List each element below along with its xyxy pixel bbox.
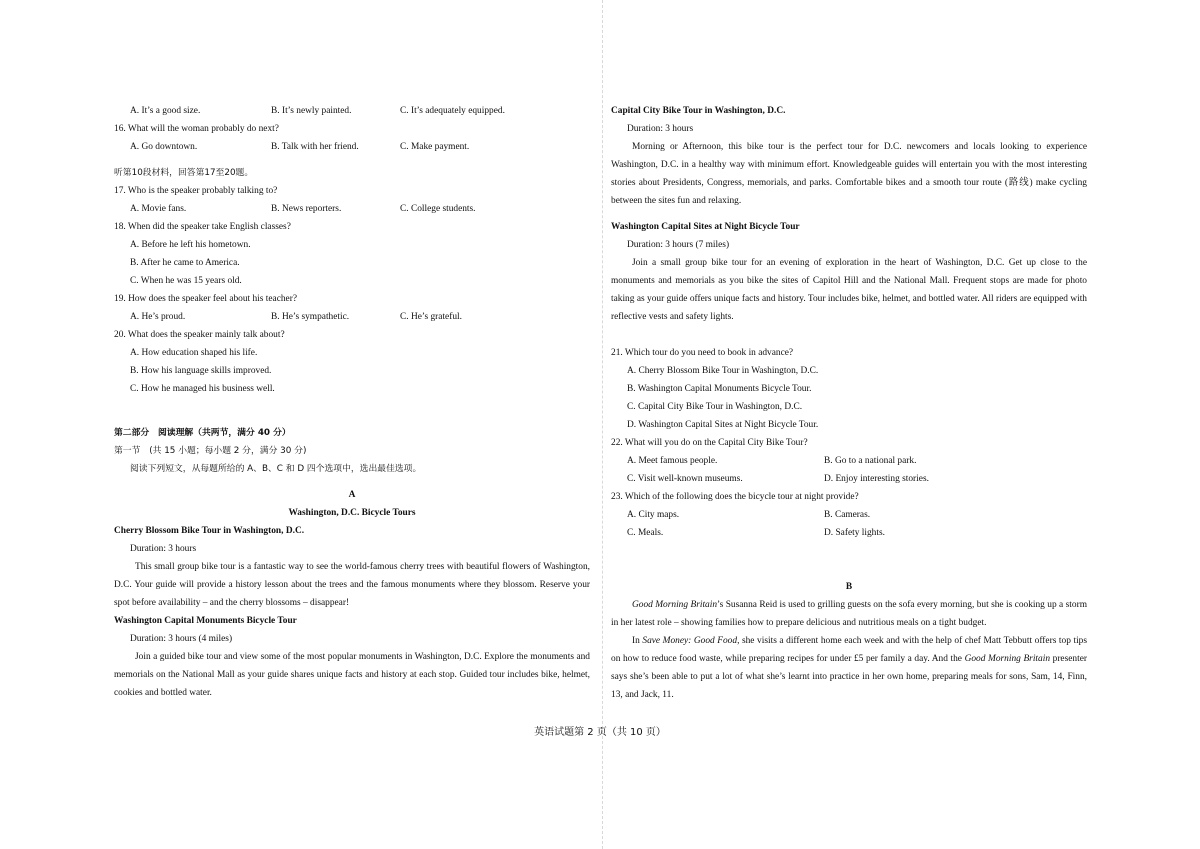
q15-options	[114, 102, 590, 120]
show-title-gmb: Good Morning Britain	[632, 600, 718, 610]
b-p2-text1: , she visits a different home each week and with the help of chef Matt Tebbutt offers top tips on how to reduce food waste, while preparing recipes for under £5 per family a day. And the	[611, 636, 1088, 664]
tour4-duration: Duration: 3 hours (7 miles)	[627, 240, 730, 250]
q22-option-b: B. Go to a national park.	[824, 456, 917, 466]
q19-option-b: B. He’s sympathetic.	[271, 312, 350, 322]
q19-option-c: C. He’s grateful.	[400, 312, 462, 322]
tour1-title: Cherry Blossom Bike Tour in Washington, D.C.	[114, 526, 305, 536]
q15-option-c: C. It’s adequately equipped.	[400, 106, 505, 116]
q21-question: 21. Which tour do you need to book in advance?	[611, 348, 794, 358]
left-column	[114, 102, 590, 702]
tour4-title: Washington Capital Sites at Night Bicycle Tour	[611, 222, 800, 232]
q16-option-c: C. Make payment.	[400, 142, 470, 152]
q22-option-a: A. Meet famous people.	[627, 456, 718, 466]
q22-options-ab	[611, 452, 1087, 470]
q21-option-b: B. Washington Capital Monuments Bicycle Tour.	[627, 384, 812, 394]
page-fold-line	[602, 0, 603, 849]
q22-option-d: D. Enjoy interesting stories.	[824, 474, 929, 484]
q20-option-a: A. How education shaped his life.	[130, 348, 258, 358]
tour1-duration: Duration: 3 hours	[130, 544, 197, 554]
q21-option-d: D. Washington Capital Sites at Night Bicycle Tour.	[627, 420, 819, 430]
tour4-text: Join a small group bike tour for an evening of exploration in the heart of Washington, D.C. Get up close to the monuments and memorials as you bike the sites of Capitol Hill and the National Mall. Frequent stops are made for photo taking as your guide offers unique facts and history. Tour includes bike, helmet, and bottled water. All riders are equipped with reflective vests and safety lights.	[611, 258, 1087, 322]
show-title-save-money: Save Money: Good Food	[642, 636, 738, 646]
q18-option-a: A. Before he left his hometown.	[130, 240, 251, 250]
q19-question: 19. How does the speaker feel about his teacher?	[114, 294, 298, 304]
part2-title: 第二部分 阅读理解（共两节，满分 40 分）	[114, 428, 291, 438]
tour3-title: Capital City Bike Tour in Washington, D.C.	[611, 106, 786, 116]
q16-question: 16. What will the woman probably do next?	[114, 124, 279, 134]
right-column	[611, 102, 1087, 704]
tour3-duration: Duration: 3 hours	[627, 124, 694, 134]
q20-option-b: B. How his language skills improved.	[130, 366, 272, 376]
q22-question: 22. What will you do on the Capital City Bike Tour?	[611, 438, 808, 448]
q17-option-a: A. Movie fans.	[130, 204, 187, 214]
q21-option-a: A. Cherry Blossom Bike Tour in Washington, D.C.	[627, 366, 819, 376]
passage-a-letter: A	[348, 490, 356, 500]
b-p2-intro: In	[632, 636, 643, 646]
q19-options	[114, 308, 590, 326]
q20-question: 20. What does the speaker mainly talk about?	[114, 330, 285, 340]
q21-option-c: C. Capital City Bike Tour in Washington, D.C.	[627, 402, 803, 412]
section1-instruction: 阅读下列短文，从每题所给的 A、B、C 和 D 四个选项中，选出最佳选项。	[130, 464, 422, 474]
tour2-title: Washington Capital Monuments Bicycle Tour	[114, 616, 297, 626]
q17-option-b: B. News reporters.	[271, 204, 342, 214]
q17-option-c: C. College students.	[400, 204, 476, 214]
q23-option-b: B. Cameras.	[824, 510, 871, 520]
page-footer: 英语试题第 2 页（共 10 页）	[534, 727, 666, 738]
passage-b-paragraph-1	[611, 596, 1087, 632]
q23-option-d: D. Safety lights.	[824, 528, 885, 538]
q23-options-cd	[611, 524, 1087, 542]
q23-option-a: A. City maps.	[627, 510, 680, 520]
tour1-text: This small group bike tour is a fantastic way to see the world-famous cherry trees with beautiful flowers of Washington, D.C. Your guide will provide a history lesson about the trees and the famous monuments where they blossom. Reserve your spot before availability – and the cherry blossoms – disappear!	[114, 562, 590, 608]
q15-option-a: A. It’s a good size.	[130, 106, 201, 116]
passage-b-letter: B	[845, 582, 853, 592]
q16-options	[114, 138, 590, 156]
show-title-gmb-2: Good Morning Britain	[964, 654, 1051, 664]
q20-option-c: C. How he managed his business well.	[130, 384, 275, 394]
q23-question: 23. Which of the following does the bicycle tour at night provide?	[611, 492, 859, 502]
q15-option-b: B. It’s newly painted.	[271, 106, 352, 116]
q19-option-a: A. He’s proud.	[130, 312, 186, 322]
q16-option-b: B. Talk with her friend.	[271, 142, 359, 152]
section1-title: 第一节 (共 15 小题；每小题 2 分，满分 30 分)	[114, 446, 307, 456]
q22-option-c: C. Visit well-known museums.	[627, 474, 743, 484]
q23-options-ab	[611, 506, 1087, 524]
passage-a-title: Washington, D.C. Bicycle Tours	[288, 508, 416, 518]
q18-option-b: B. After he came to America.	[130, 258, 240, 268]
tour3-text: Morning or Afternoon, this bike tour is the perfect tour for D.C. newcomers and locals looking to experience Washington, D.C. in a healthy way with minimum effort. Knowledgeable guides will entertain you with the most interesting stories about Presidents, Congress, memorials, and parks. Comfortable bikes and a smooth tour route (路线) make cycling between the sites fun and relaxing.	[611, 142, 1087, 206]
q16-option-a: A. Go downtown.	[130, 142, 198, 152]
tour2-duration: Duration: 3 hours (4 miles)	[130, 634, 233, 644]
b-p1-text: ’s Susanna Reid is used to grilling guests on the sofa every morning, but she is cooking up a storm in her latest role – showing families how to prepare delicious and nutritious meals on a tight budget.	[611, 600, 1087, 628]
q22-options-cd	[611, 470, 1087, 488]
tour2-text: Join a guided bike tour and view some of the most popular monuments in Washington, D.C. Explore the monuments and memorials on the National Mall as your guide shares unique facts and history at each stop. Guided tour includes bike, helmet, cookies and bottled water.	[114, 652, 590, 698]
q18-question: 18. When did the speaker take English classes?	[114, 222, 291, 232]
q17-question: 17. Who is the speaker probably talking to?	[114, 186, 278, 196]
q18-option-c: C. When he was 15 years old.	[130, 276, 242, 286]
q23-option-c: C. Meals.	[627, 528, 664, 538]
passage-b-paragraph-2	[611, 632, 1087, 704]
instruction-17-20: 听第10段材料，回答第17至20题。	[114, 168, 254, 178]
q17-options	[114, 200, 590, 218]
b-p2-text2: presenter says she’s been able to put a lot of what she’s learnt into practice in her own home, preparing meals for sons, Sam, 14, Finn, 13, and Jack, 11.	[611, 654, 1087, 700]
